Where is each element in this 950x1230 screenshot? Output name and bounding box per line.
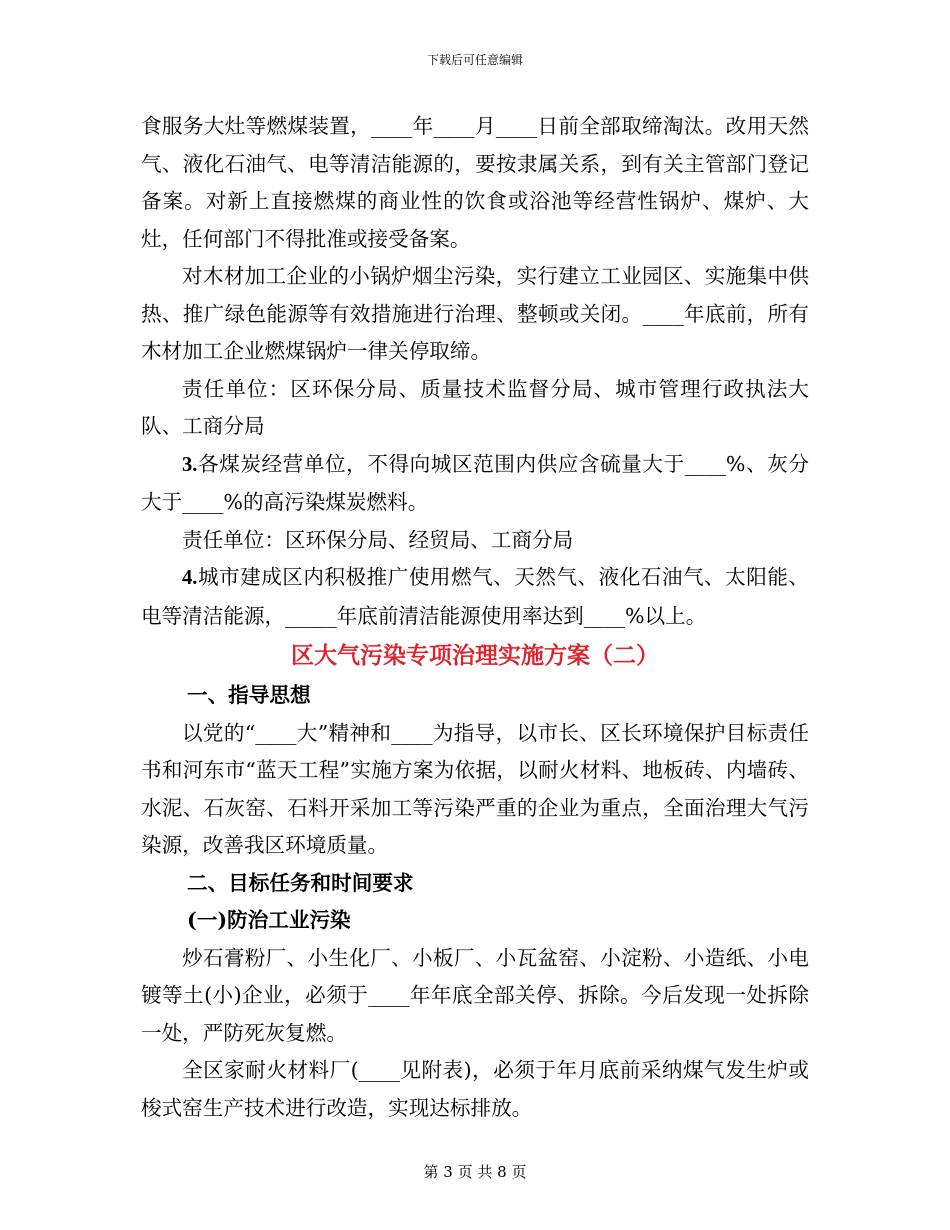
heading-targets: 二、目标任务和时间要求 bbox=[187, 870, 414, 895]
item-number-4: 4. bbox=[182, 567, 198, 589]
paragraph-coal-devices: 食服务大灶等燃煤装置，____年____月____日前全部取缔淘汰。改用天然气、液化石油气、电等清洁能源的，要按隶属关系，到有关主管部门登记备案。对新上直接燃煤的商业性的饮食或浴池等经营性锅炉、煤炉、大灶，任何部门不得批准或接受备案。 bbox=[141, 114, 809, 251]
paragraph-coal-sellers bbox=[141, 446, 809, 522]
page-header: 下载后可任意编辑 bbox=[426, 53, 523, 67]
section-title: 区大气污染专项治理实施方案（二） bbox=[291, 642, 659, 669]
paragraph-coal-sellers-text: 各煤炭经营单位，不得向城区范围内供应含硫量大于____%、灰分大于____%的高污染煤炭燃料。 bbox=[141, 451, 809, 514]
paragraph-wood-processing: 对木材加工企业的小锅炉烟尘污染，实行建立工业园区、实施集中供热、推广绿色能源等有效措施进行治理、整顿或关闭。____年底前，所有木材加工企业燃煤锅炉一律关停取缔。 bbox=[141, 264, 809, 363]
item-number-3: 3. bbox=[182, 453, 198, 476]
paragraph-responsible-units-1: 责任单位：区环保分局、质量技术监督分局、城市管理行政执法大队、工商分局 bbox=[141, 376, 809, 438]
paragraph-clean-energy-text: 城市建成区内积极推广使用燃气、天然气、液化石油气、太阳能、电等清洁能源，_____年底前清洁能源使用率达到____%以上。 bbox=[141, 565, 809, 628]
heading-guiding-ideology: 一、指导思想 bbox=[187, 683, 311, 707]
document-body bbox=[141, 108, 809, 1127]
paragraph-small-enterprises: 炒石膏粉厂、小生化厂、小板厂、小瓦盆窑、小淀粉、小造纸、小电镀等土(小)企业，必须于____年年底全部关停、拆除。今后发现一处拆除一处，严防死灰复燃。 bbox=[141, 945, 809, 1045]
paragraph-responsible-units-2: 责任单位：区环保分局、经贸局、工商分局 bbox=[182, 527, 574, 552]
paragraph-guiding-ideology: 以党的“____大”精神和____为指导，以市长、区长环境保护目标责任书和河东市“蓝天工程”实施方案为依据，以耐火材料、地板砖、内墙砖、水泥、石灰窑、石料开采加工等污染严重的企业为重点，全面治理大气污染源，改善我区环境质量。 bbox=[141, 720, 809, 857]
heading-industrial-pollution: (一)防治工业污染 bbox=[187, 908, 351, 932]
paragraph-clean-energy bbox=[141, 559, 809, 635]
paragraph-refractory-plants: 全区家耐火材料厂(____见附表)，必须于年月底前采纳煤气发生炉或梭式窑生产技术进行改造，实现达标排放。 bbox=[141, 1058, 809, 1120]
page-footer: 第 3 页 共 8 页 bbox=[423, 1163, 527, 1181]
